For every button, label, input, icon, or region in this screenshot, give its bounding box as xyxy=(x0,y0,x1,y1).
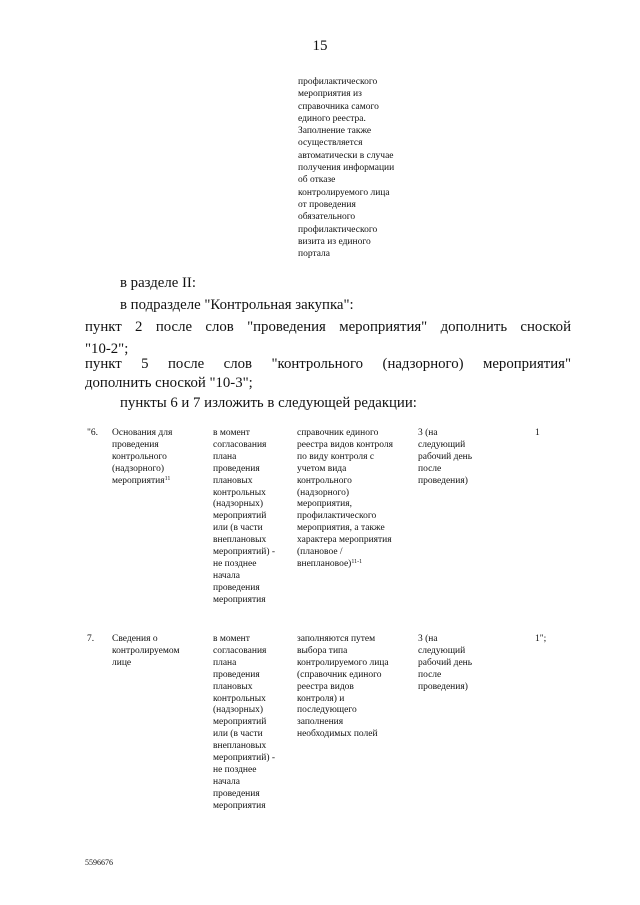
fragment-line: от проведения xyxy=(298,199,356,210)
fragment-line: обязательного xyxy=(298,212,356,223)
cell-line: начала xyxy=(213,570,240,581)
cell-line: проведения xyxy=(213,788,260,799)
cell-line: в момент xyxy=(213,428,250,438)
cell-line: мероприятия, а также xyxy=(297,523,385,534)
cell-line: заполняются путем xyxy=(297,634,376,644)
cell-line: (надзорных) xyxy=(213,499,263,510)
deadline-cell xyxy=(418,428,472,488)
cell-line: 3 (на xyxy=(418,428,438,438)
cell-line: или (в части xyxy=(213,523,263,534)
paragraph-item5-continued: дополнить сноской "10-3"; xyxy=(85,375,253,391)
footnote-marker: 11-1 xyxy=(351,558,363,565)
cell-line: плановых xyxy=(213,681,253,692)
cell-line: реестра видов xyxy=(297,681,354,692)
cell-line: плана xyxy=(213,657,237,668)
paragraph-subsection: в подразделе "Контрольная закупка": xyxy=(120,297,354,313)
fragment-line: профилактического xyxy=(298,224,378,235)
cell-line: после xyxy=(418,463,442,474)
last-column-cell: 1"; xyxy=(535,634,547,644)
paragraph-section: в разделе II: xyxy=(120,275,196,291)
source-cell xyxy=(297,428,393,571)
cell-line: начала xyxy=(213,776,240,787)
cell-line: проведения xyxy=(213,582,260,593)
cell-line: согласования xyxy=(213,439,267,450)
fragment-line: получения информации xyxy=(298,163,395,174)
cell-line: (надзорного) xyxy=(112,463,165,474)
cell-line: учетом вида xyxy=(297,463,347,474)
cell-line: плановых xyxy=(213,475,253,486)
cell-line: плана xyxy=(213,451,237,462)
deadline-cell xyxy=(418,634,472,694)
paragraph-item2: пункт 2 после слов "проведения мероприятия" дополнить сноской xyxy=(85,319,571,335)
cell-line: последующего xyxy=(297,705,357,716)
cell-line: не позднее xyxy=(213,558,257,569)
cell-line: контроля) и xyxy=(297,693,345,704)
cell-line: в момент xyxy=(213,634,250,644)
cell-line: внеплановых xyxy=(213,741,267,752)
cell-line: рабочий день xyxy=(418,451,473,462)
cell-line: согласования xyxy=(213,645,267,656)
cell-line: проведения xyxy=(213,669,260,680)
cell-line: необходимых полей xyxy=(297,729,378,740)
cell-line: или (в части xyxy=(213,729,263,740)
field-name-cell xyxy=(112,634,180,670)
cell-line: контролируемом xyxy=(112,645,180,656)
cell-line: профилактического xyxy=(297,511,377,522)
cell-line: мероприятия, xyxy=(297,499,352,510)
cell-line: (справочник единого xyxy=(297,669,382,680)
cell-line: контролируемого лица xyxy=(297,657,389,668)
cell-line: проведения) xyxy=(418,681,468,692)
cell-line: проведения xyxy=(213,463,260,474)
cell-line: мероприятия xyxy=(213,594,266,605)
previous-row-fragment xyxy=(298,76,448,260)
paragraph-items67: пункты 6 и 7 изложить в следующей редакции: xyxy=(120,395,417,411)
timing-cell xyxy=(213,428,275,607)
timing-cell xyxy=(213,634,275,813)
field-name-cell xyxy=(112,428,172,488)
fragment-line: осуществляется xyxy=(298,138,363,149)
cell-line: мероприятий xyxy=(213,511,267,522)
cell-line: 3 (на xyxy=(418,634,438,644)
cell-line: выбора типа xyxy=(297,645,348,656)
cell-line: Сведения о xyxy=(112,634,158,644)
fragment-line: профилактического xyxy=(298,77,378,87)
cell-line: проведения) xyxy=(418,475,468,486)
cell-line: лице xyxy=(112,657,132,668)
fragment-line: мероприятия из xyxy=(298,89,362,100)
fragment-line: справочника самого xyxy=(298,101,379,112)
fragment-line: об отказе xyxy=(298,175,336,186)
row-number-cell: "6. xyxy=(87,428,99,438)
cell-line: Основания для xyxy=(112,428,173,438)
cell-line: мероприятия xyxy=(213,800,266,811)
fragment-line: контролируемого лица xyxy=(298,187,390,198)
cell-line: не позднее xyxy=(213,764,257,775)
cell-line: контрольного xyxy=(112,451,167,462)
cell-line: характера мероприятия xyxy=(297,535,392,546)
cell-line: мероприятий) - xyxy=(213,753,276,764)
fragment-line: визита из единого xyxy=(298,236,371,247)
cell-line: после xyxy=(418,669,442,680)
last-column-cell: 1 xyxy=(535,428,540,438)
paragraph-item5: пункт 5 после слов "контрольного (надзорного) мероприятия" xyxy=(85,356,571,372)
cell-line: контрольных xyxy=(213,693,266,704)
fragment-line: автоматически в случае xyxy=(298,150,394,161)
cell-line: рабочий день xyxy=(418,657,473,668)
cell-line: (плановое / xyxy=(297,547,343,558)
paragraph-item2-continued: "10-2"; xyxy=(85,341,129,357)
cell-line: контрольных xyxy=(213,487,266,498)
cell-line: реестра видов контроля xyxy=(297,439,393,450)
fragment-line: единого реестра. xyxy=(298,113,366,124)
row-number-cell: 7. xyxy=(87,634,95,644)
fragment-line: портала xyxy=(298,249,330,260)
cell-line: контрольного xyxy=(297,475,352,486)
footnote-marker: 11 xyxy=(164,475,171,482)
page-number: 15 xyxy=(312,38,328,54)
cell-line: справочник единого xyxy=(297,428,379,438)
cell-line: внеплановых xyxy=(213,535,267,546)
cell-line: внеплановое)$^{11-1}$ xyxy=(297,558,363,569)
cell-line: следующий xyxy=(418,645,466,656)
cell-line: (надзорного) xyxy=(297,487,350,498)
cell-line: проведения xyxy=(112,439,159,450)
cell-line: заполнения xyxy=(297,717,344,728)
cell-line: мероприятий xyxy=(213,717,267,728)
source-cell xyxy=(297,634,389,741)
document-id: 5596676 xyxy=(85,858,113,867)
cell-line: (надзорных) xyxy=(213,705,263,716)
cell-line: следующий xyxy=(418,439,466,450)
cell-line: по виду контроля с xyxy=(297,451,375,462)
fragment-line: Заполнение также xyxy=(298,126,372,137)
cell-line: мероприятия$^{11}$ xyxy=(112,475,171,486)
cell-line: мероприятий) - xyxy=(213,547,276,558)
